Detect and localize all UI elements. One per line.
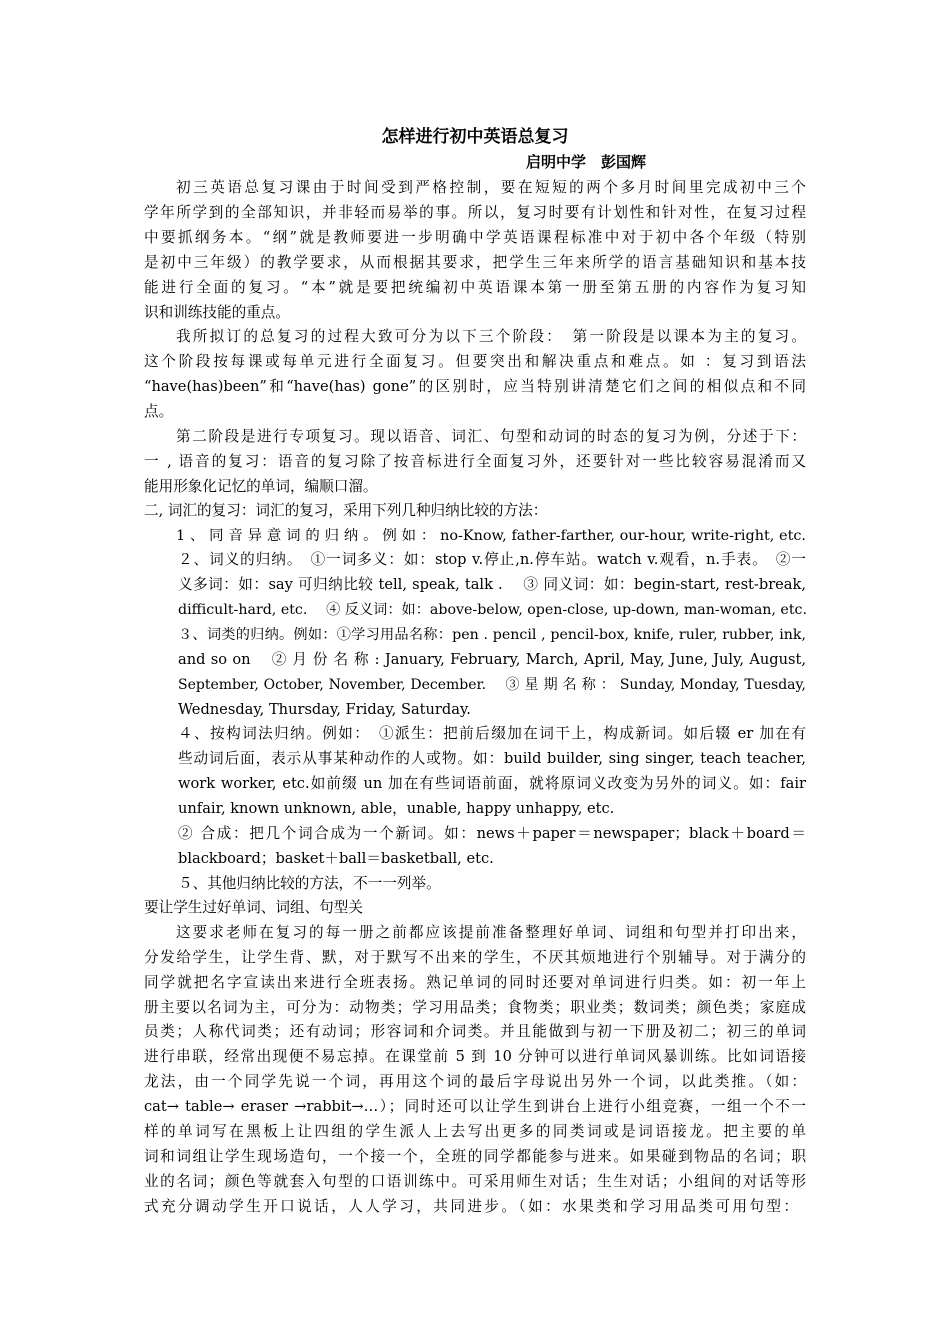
list-item-line: unfair, known unknown, able，unable, happy unhappy, etc. xyxy=(178,800,615,817)
paragraph-line: 点。 xyxy=(144,403,174,420)
paragraph-line: 能用形象化记忆的单词，编顺口溜。 xyxy=(144,478,378,495)
paragraph-line: 式充分调动学生开口说话，人人学习，共同进步。（如：水果类和学习用品类可用句型： xyxy=(144,1198,798,1215)
document-author: 启明中学 彭国辉 xyxy=(526,153,647,171)
paragraph-line: 业的名词；颜色等就套入句型的口语训练中。可采用师生对话；生生对话；小组间的对话等形 xyxy=(144,1173,806,1190)
list-item-line: 义多词：如：say 可归纳比较 tell, speak, talk . ③ 同义词：如：begin-start, rest-break, xyxy=(178,576,806,593)
paragraph-line: 学年所学到的全部知识，并非轻而易举的事。所以，复习时要有计划性和针对性，在复习过程 xyxy=(144,204,806,221)
paragraph-line: 我所拟订的总复习的过程大致可分为以下三个阶段： 第一阶段是以课本为主的复习。 xyxy=(176,328,806,345)
document-title: 怎样进行初中英语总复习 xyxy=(381,127,569,147)
section-heading: 要让学生过好单词、词组、句型关 xyxy=(144,899,363,916)
list-item-line: work worker, etc.如前缀 un 加在有些词语前面，就将原词义改变为另外的词义。如：fair xyxy=(178,775,806,792)
paragraph-line: 样的单词写在黑板上让四组的学生派人上去写出更多的同类词或是词语接龙。把主要的单 xyxy=(144,1123,806,1140)
list-item-line: ３、词类的归纳。例如：①学习用品名称：pen . pencil , pencil-box, knife, ruler, rubber, ink, xyxy=(178,627,806,643)
paragraph-line: 这要求老师在复习的每一册之前都应该提前准备整理好单词、词组和句型并打印出来， xyxy=(176,924,806,941)
paragraph-line: cat→ table→ eraser →rabbit→…）；同时还可以让学生到讲台上进行小组竞赛，一组一个不一 xyxy=(144,1098,806,1115)
paragraph-line: 这个阶段按每课或每单元进行全面复习。但要突出和解决重点和难点。如 ：复习到语法 xyxy=(144,353,806,370)
list-item-line: 1 、 同 音 异 意 词 的 归 纳 。 例 如 ： no-Know, father-farther, our-hour, write-right, etc. xyxy=(176,528,806,544)
paragraph-line: 二, 词汇的复习：词汇的复习，采用下列几种归纳比较的方法： xyxy=(144,502,548,519)
paragraph-line: 中要抓纲务本。“纲”就是教师要进一步明确中学英语课程标准中对于初中各个年级（特别 xyxy=(144,229,806,246)
paragraph-line: 是初中三年级）的教学要求，从而根据其要求，把学生三年来所学的语言基础知识和基本技 xyxy=(144,254,806,271)
paragraph-line: 能进行全面的复习。“本”就是要把统编初中英语课本第一册至第五册的内容作为复习知 xyxy=(144,279,806,296)
paragraph-line: 识和训练技能的重点。 xyxy=(144,304,290,321)
paragraph-line: 龙法，由一个同学先说一个词，再用这个词的最后字母说出另外一个词，以此类推。（如： xyxy=(144,1073,806,1090)
list-item-line: 些动词后面，表示从事某种动作的人或物。如：build builder, sing singer, teach teacher, xyxy=(178,750,806,767)
list-item-line: ② 合成：把几个词合成为一个新词。如：news＋paper＝newspaper；black＋board＝ xyxy=(178,825,806,842)
list-item-line: Wednesday, Thursday, Friday, Saturday. xyxy=(178,701,471,718)
list-item-line: ４、按构词法归纳。例如： ①派生：把前后缀加在词干上，构成新词。如后辍 er 加在有 xyxy=(178,725,806,742)
paragraph-line: 第二阶段是进行专项复习。现以语音、词汇、句型和动词的时态的复习为例，分述于下： xyxy=(176,428,806,445)
paragraph-line: 员类；人称代词类；还有动词；形容词和介词类。并且能做到与初一下册及初二；初三的单词 xyxy=(144,1023,806,1040)
paragraph-line: 分发给学生，让学生背、默，对于默写不出来的学生，不厌其烦地进行个别辅导。对于满分的 xyxy=(144,949,806,966)
paragraph-line: “have(has)been”和“have(has) gone”的区别时，应当特别讲清楚它们之间的相似点和不同 xyxy=(144,378,806,395)
paragraph-line: 一 , 语音的复习：语音的复习除了按音标进行全面复习外，还要针对一些比较容易混淆而又 xyxy=(144,453,806,470)
list-item-line: and so on ② 月 份 名 称 : January, February, March, April, May, June, July, August, xyxy=(178,651,806,668)
paragraph-line: 册主要以名词为主，可分为：动物类；学习用品类；食物类；职业类；数词类；颜色类；家庭成 xyxy=(144,999,806,1016)
list-item-line: September, October, November, December. ③ 星 期 名 称 ： Sunday, Monday, Tuesday, xyxy=(178,677,806,693)
paragraph-line: 词和词组让学生现场造句，一个接一个，全班的同学都能参与进来。如果碰到物品的名词；职 xyxy=(144,1148,806,1165)
list-item-line: ２、词义的归纳。 ①一词多义：如：stop v.停止,n.停车站。watch v.观看，n.手表。 ②一 xyxy=(178,551,806,568)
list-item-line: ５、其他归纳比较的方法，不一一列举。 xyxy=(178,875,441,892)
paragraph-line: 初三英语总复习课由于时间受到严格控制，要在短短的两个多月时间里完成初中三个 xyxy=(176,179,806,196)
list-item-line: blackboard；basket＋ball＝basketball, etc. xyxy=(178,850,494,867)
paragraph-line: 进行串联，经常出现便不易忘掉。在课堂前 5 到 10 分钟可以进行单词风暴训练。比如词语接 xyxy=(144,1048,806,1065)
list-item-line: difficult-hard, etc. ④ 反义词：如：above-below, open-close, up-down, man-woman, etc. xyxy=(178,602,807,618)
paragraph-line: 同学就把名字宣读出来进行全班表扬。熟记单词的同时还要对单词进行归类。如：初一年上 xyxy=(144,974,806,991)
